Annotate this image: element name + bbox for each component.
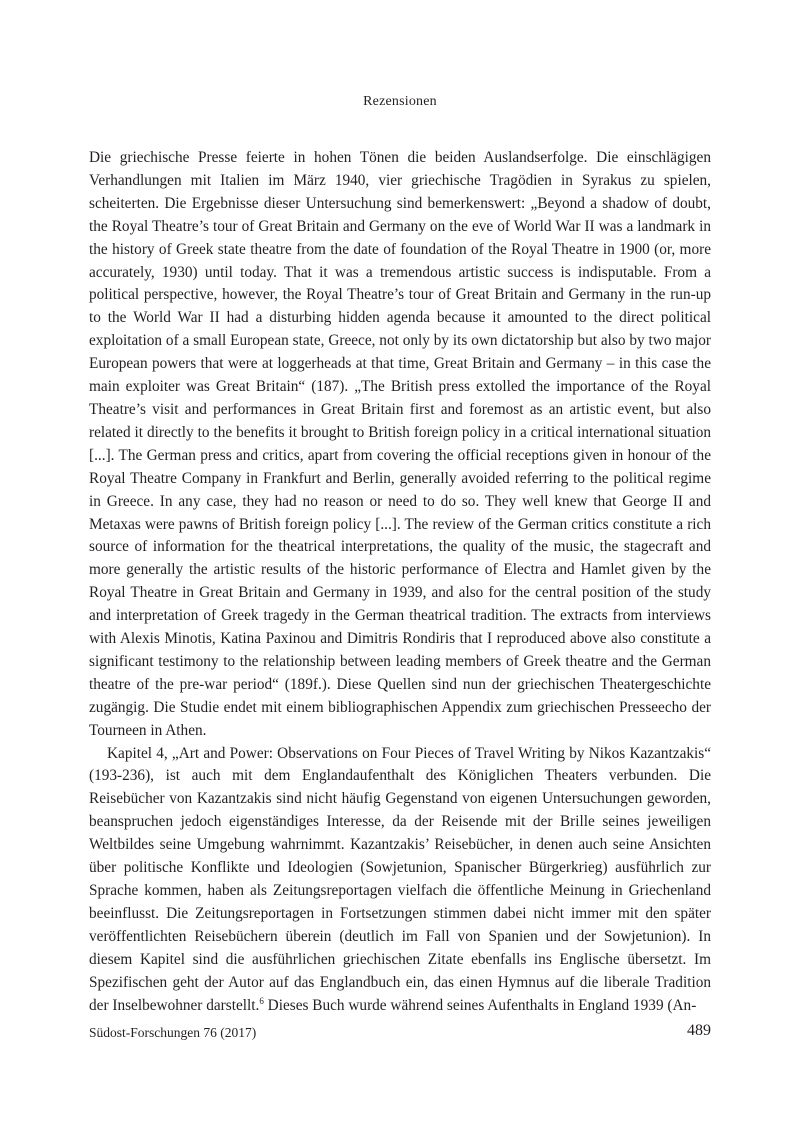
page-number: 489 (687, 1022, 711, 1039)
article-body (89, 147, 711, 1017)
paragraph-1: Die griechische Presse feierte in hohen Tönen die beiden Auslandserfolge. Die einschlägigen Verhandlungen mit Italien im März 1940, vier griechische Tragödien in Syrakus zu spielen, scheiterten. Die Ergebnisse dieser Untersuchung sind bemerkenswert: „Beyond a shadow of doubt, the Royal Theatre’s tour of Great Britain and Germany on the eve of World War II was a landmark in the history of Greek state theatre from the date of foundation of the Royal Theatre in 1900 (or, more accurately, 1930) until today. That it was a tremendous artistic success is indisputable. From a political perspective, however, the Royal Theatre’s tour of Great Britain and Germany in the run-up to the World War II had a disturbing hidden agenda because it amounted to the direct political exploitation of a small European state, Greece, not only by its own dictatorship but also by two major European powers that were at loggerheads at that time, Great Britain and Germany – in this case the main exploiter was Great Britain“ (187). „The British press extolled the importance of the Royal Theatre’s visit and performances in Great Britain first and foremost as an artistic event, but also related it directly to the benefits it brought to British foreign policy in a critical international situation [...]. The German press and critics, apart from covering the official receptions given in honour of the Royal Theatre Company in Frankfurt and Berlin, generally avoided referring to the political regime in Greece. In any case, they had no reason or need to do so. They well knew that George II and Metaxas were pawns of British foreign policy [...]. The review of the German critics constitute a rich source of information for the theatrical interpretations, the quality of the music, the stagecraft and more generally the artistic results of the historic performance of Electra and Hamlet given by the Royal Theatre in Great Britain and Germany in 1939, and also for the central position of the study and interpretation of Greek tragedy in the German theatrical tradition. The extracts from interviews with Alexis Minotis, Katina Paxinou and Dimitris Rondiris that I reproduced above also constitute a significant testimony to the relationship between leading members of Greek theatre and the German theatre of the pre-war period“ (189f.). Diese Quellen sind nun der griechischen Theatergeschichte zugängig. Die Studie endet mit einem bibliographischen Appendix zum griechischen Presseecho der Tourneen in Athen. (89, 149, 711, 739)
paragraph-2-continuation: Dieses Buch wurde während seines Aufenthalts in England 1939 (An- (263, 996, 697, 1014)
paragraph-2-text: Kapitel 4, „Art and Power: Observations on Four Pieces of Travel Writing by Nikos Kazantzakis“ (193-236), ist auch mit dem Englandaufenthalt des Königlichen Theaters verbunden. Die Reisebücher von Kazantzakis sind nicht häufig Gegenstand von eigenen Untersuchungen geworden, beanspruchen jedoch eigenständiges Interesse, da der Reisende mit der Brille seines jeweiligen Weltbildes seine Umgebung wahrnimmt. Kazantzakis’ Reisebücher, in denen auch seine Ansichten über politische Konflikte und Ideologien (Sowjetunion, Spanischer Bürgerkrieg) ausführlich zur Sprache kommen, haben als Zeitungsreportagen vielfach die öffentliche Meinung in Griechenland beeinflusst. Die Zeitungsreportagen in Fortsetzungen stimmen dabei nicht immer mit den später veröffentlichten Reisebüchern überein (deutlich im Fall von Spanien und der Sowjetunion). In diesem Kapitel sind die ausführlichen griechischen Zitate ebenfalls ins Englische übersetzt. Im Spezifischen geht der Autor auf das Englandbuch ein, das einen Hymnus auf die liberale Tradition der Inselbewohner darstellt. (89, 744, 711, 1014)
paragraph-2 (89, 743, 711, 1018)
footnote-marker[interactable]: 6 (259, 995, 264, 1006)
journal-citation: Südost-Forschungen 76 (2017) (89, 1025, 257, 1040)
running-header: Rezensionen (363, 94, 437, 109)
